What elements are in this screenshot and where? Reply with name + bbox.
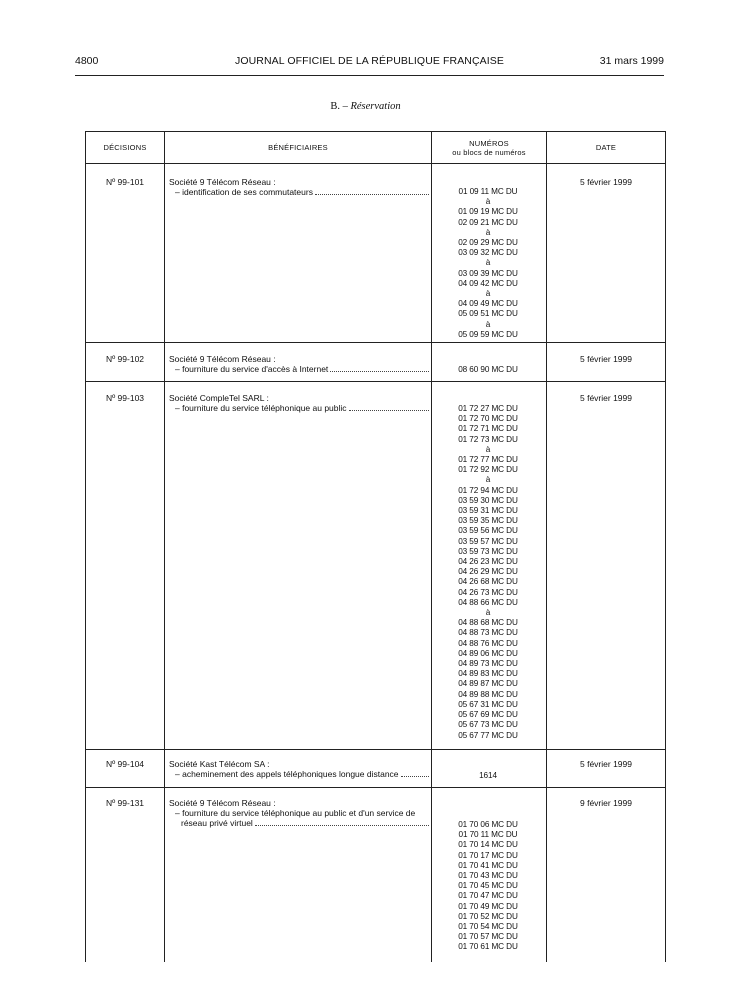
row-divider — [86, 381, 665, 382]
decision-number: Nº 99-104 — [105, 759, 145, 769]
number-block: 01 70 61 MC DU — [458, 942, 518, 952]
beneficiary-name: Société Kast Télécom SA : — [169, 759, 270, 769]
number-block: 04 09 49 MC DU — [458, 299, 518, 309]
number-block: 01 70 43 MC DU — [458, 871, 518, 881]
beneficiary-name: Société CompleTel SARL : — [169, 393, 269, 403]
number-block: 01 70 06 MC DU — [458, 820, 518, 829]
range-separator: à — [485, 444, 491, 454]
number-block: 01 70 11 MC DU — [458, 830, 518, 840]
column-divider — [164, 132, 165, 962]
range-separator: à — [485, 319, 491, 329]
service-description: – acheminement des appels téléphoniques longue distance — [169, 769, 429, 779]
decision-number: Nº 99-102 — [105, 354, 145, 364]
number-block: 04 88 73 MC DU — [458, 628, 518, 638]
number-block: 03 59 57 MC DU — [458, 536, 518, 546]
number-block: 04 26 68 MC DU — [458, 577, 518, 587]
numbers-list — [432, 365, 544, 375]
number-block: 04 88 66 MC DU — [458, 597, 518, 607]
number-block: 01 72 92 MC DU — [458, 465, 518, 475]
publication-date: 31 mars 1999 — [599, 55, 664, 67]
section-title — [0, 101, 731, 112]
number-block: 05 67 31 MC DU — [458, 699, 518, 709]
number-block: 01 70 14 MC DU — [458, 840, 518, 850]
number-block: 01 72 70 MC DU — [458, 414, 518, 424]
number-block: 1614 — [479, 771, 497, 780]
col-header-date: DATE — [595, 143, 617, 152]
beneficiary-cell — [169, 177, 429, 197]
number-block: 04 26 29 MC DU — [458, 567, 518, 577]
number-block: 04 89 06 MC DU — [458, 648, 518, 658]
number-block: 04 88 68 MC DU — [458, 618, 518, 628]
col-header-decisions: DÉCISIONS — [103, 143, 147, 152]
range-separator: à — [485, 197, 491, 207]
service-description: – fourniture du service téléphonique au public — [169, 403, 429, 413]
decision-number: Nº 99-101 — [105, 177, 145, 187]
page-number: 4800 — [75, 55, 99, 67]
beneficiary-cell — [169, 393, 429, 413]
number-block: 03 59 73 MC DU — [458, 546, 518, 556]
number-block: 05 09 59 MC DU — [458, 329, 518, 339]
number-block: 01 70 17 MC DU — [458, 850, 518, 860]
number-block: 03 59 35 MC DU — [458, 516, 518, 526]
number-block: 03 59 31 MC DU — [458, 506, 518, 516]
service-description: – fourniture du service téléphonique au public et d'un service de — [175, 808, 416, 819]
number-block: 01 72 94 MC DU — [458, 485, 518, 495]
page-header — [75, 55, 664, 76]
service-description: – identification de ses commutateurs — [169, 187, 429, 197]
number-block: 01 70 45 MC DU — [458, 881, 518, 891]
number-block: 04 26 23 MC DU — [458, 557, 518, 567]
number-block: 04 26 73 MC DU — [458, 587, 518, 597]
number-block: 05 09 51 MC DU — [458, 309, 518, 319]
range-separator: à — [485, 258, 491, 268]
number-block: 03 59 56 MC DU — [458, 526, 518, 536]
number-block: 01 72 71 MC DU — [458, 424, 518, 434]
beneficiary-name: Société 9 Télécom Réseau : — [169, 798, 276, 808]
number-block: 04 89 88 MC DU — [458, 689, 518, 699]
number-block: 04 09 42 MC DU — [458, 278, 518, 288]
journal-title: JOURNAL OFFICIEL DE LA RÉPUBLIQUE FRANÇAISE — [235, 55, 504, 67]
number-block: 01 70 47 MC DU — [458, 891, 518, 901]
beneficiary-cell — [169, 354, 429, 374]
number-block: 04 89 87 MC DU — [458, 679, 518, 689]
number-block: 01 72 73 MC DU — [458, 434, 518, 444]
number-block: 03 09 39 MC DU — [458, 268, 518, 278]
column-divider — [546, 132, 547, 962]
row-divider — [86, 749, 665, 750]
range-separator: à — [485, 475, 491, 485]
number-block: 03 09 32 MC DU — [458, 248, 518, 258]
beneficiary-cell — [169, 759, 429, 779]
decision-date: 5 février 1999 — [580, 393, 632, 403]
number-block: 01 72 27 MC DU — [458, 404, 518, 413]
number-block: 01 70 41 MC DU — [458, 860, 518, 870]
numbers-list — [432, 187, 544, 340]
numbers-list — [432, 404, 544, 741]
decision-date: 5 février 1999 — [580, 759, 632, 769]
numbers-list — [432, 820, 544, 953]
number-block: 01 09 19 MC DU — [458, 207, 518, 217]
number-block: 05 67 69 MC DU — [458, 710, 518, 720]
beneficiary-name: Société 9 Télécom Réseau : — [169, 177, 276, 187]
number-block: 01 70 49 MC DU — [458, 901, 518, 911]
number-block: 01 70 52 MC DU — [458, 911, 518, 921]
decision-number: Nº 99-131 — [105, 798, 145, 808]
range-separator: à — [485, 289, 491, 299]
service-description-continued: réseau privé virtuel — [169, 818, 429, 828]
decision-date: 9 février 1999 — [580, 798, 632, 808]
range-separator: à — [485, 227, 491, 237]
beneficiary-cell — [169, 798, 429, 829]
range-separator: à — [485, 608, 491, 618]
col-header-numeros: NUMÉROS ou blocs de numéros — [452, 138, 526, 157]
reservation-table — [85, 131, 666, 962]
number-block: 04 88 76 MC DU — [458, 638, 518, 648]
col-header-beneficiaires: BÉNÉFICIAIRES — [268, 143, 328, 152]
number-block: 05 67 73 MC DU — [458, 720, 518, 730]
section-name: Réservation — [350, 101, 401, 112]
number-block: 05 67 77 MC DU — [458, 730, 518, 740]
row-divider — [86, 787, 665, 788]
section-prefix: B. – — [330, 101, 348, 112]
decision-date: 5 février 1999 — [580, 177, 632, 187]
number-block: 03 59 30 MC DU — [458, 495, 518, 505]
number-block: 08 60 90 MC DU — [458, 365, 518, 374]
number-block: 01 09 11 MC DU — [458, 187, 518, 196]
number-block: 02 09 29 MC DU — [458, 238, 518, 248]
beneficiary-name: Société 9 Télécom Réseau : — [169, 354, 276, 364]
decision-date: 5 février 1999 — [580, 354, 632, 364]
header-rule — [86, 163, 665, 164]
row-divider — [86, 342, 665, 343]
number-block: 04 89 73 MC DU — [458, 659, 518, 669]
number-block: 01 70 57 MC DU — [458, 932, 518, 942]
number-block: 02 09 21 MC DU — [458, 217, 518, 227]
number-block: 04 89 83 MC DU — [458, 669, 518, 679]
service-description: – fourniture du service d'accès à Internet — [169, 364, 429, 374]
decision-number: Nº 99-103 — [105, 393, 145, 403]
numbers-list — [432, 771, 544, 781]
number-block: 01 70 54 MC DU — [458, 922, 518, 932]
number-block: 01 72 77 MC DU — [458, 455, 518, 465]
